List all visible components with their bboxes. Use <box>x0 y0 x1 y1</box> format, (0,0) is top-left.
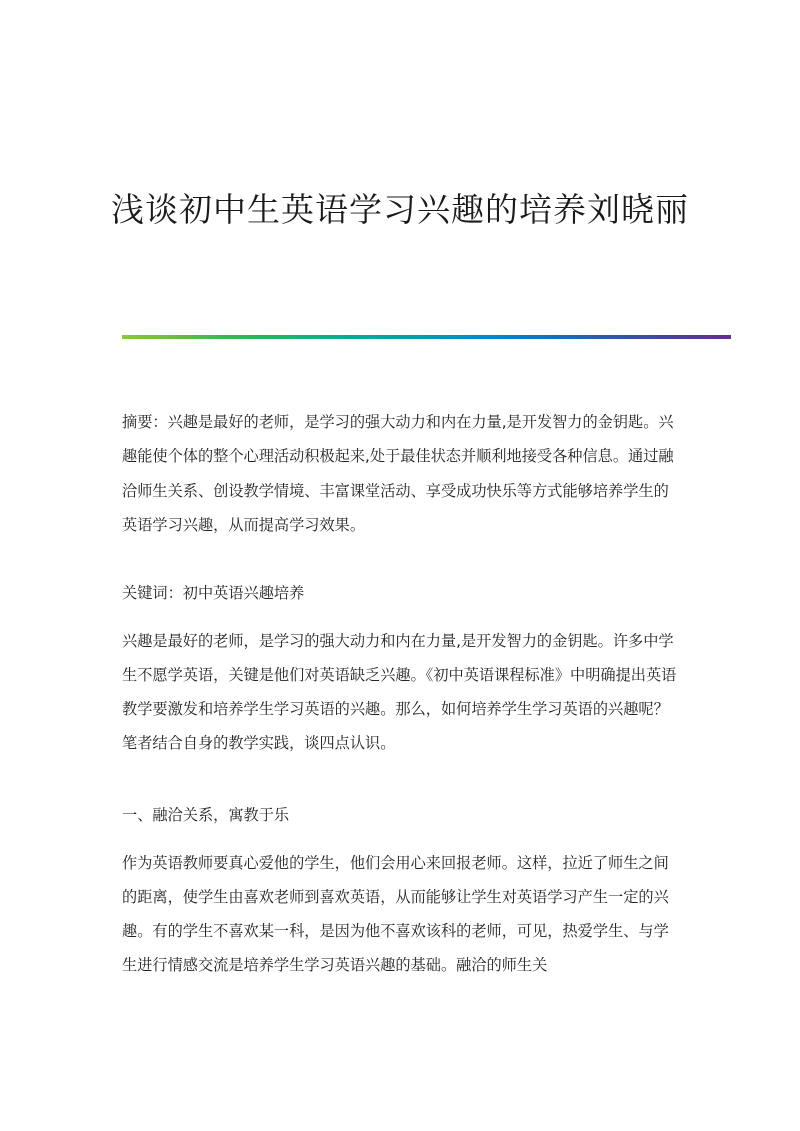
keywords-line: 关键词：初中英语兴趣培养 <box>122 584 305 602</box>
intro-paragraph: 兴趣是最好的老师，是学习的强大动力和内在力量,是开发智力的金钥匙。许多中学生不愿学英语，关键是他们对英语缺乏兴趣。《初中英语课程标准》中明确提出英语教学要激发和培养学生学习英语的兴趣。那么，如何培养学生学习英语的兴趣呢？笔者结合自身的教学实践，谈四点认识。 <box>122 632 677 752</box>
title-divider <box>122 335 731 339</box>
document-title: 浅谈初中生英语学习兴趣的培养刘晓丽 <box>111 190 689 229</box>
section-heading: 一、融洽关系，寓教于乐 <box>122 806 290 824</box>
abstract-paragraph: 摘要：兴趣是最好的老师，是学习的强大动力和内在力量,是开发智力的金钥匙。兴趣能使个体的整个心理活动积极起来,处于最佳状态并顺利地接受各种信息。通过融洽师生关系、创设教学情境、丰富课堂活动、享受成功快乐等方式能够培养学生的英语学习兴趣，从而提高学习效果。 <box>122 413 674 534</box>
section-paragraph: 作为英语教师要真心爱他的学生，他们会用心来回报老师。这样，拉近了师生之间的距离，使学生由喜欢老师到喜欢英语，从而能够让学生对英语学习产生一定的兴趣。有的学生不喜欢某一科，是因为他不喜欢该科的老师，可见，热爱学生、与学生进行情感交流是培养学生学习英语兴趣的基础。融洽的师生关 <box>122 854 669 974</box>
